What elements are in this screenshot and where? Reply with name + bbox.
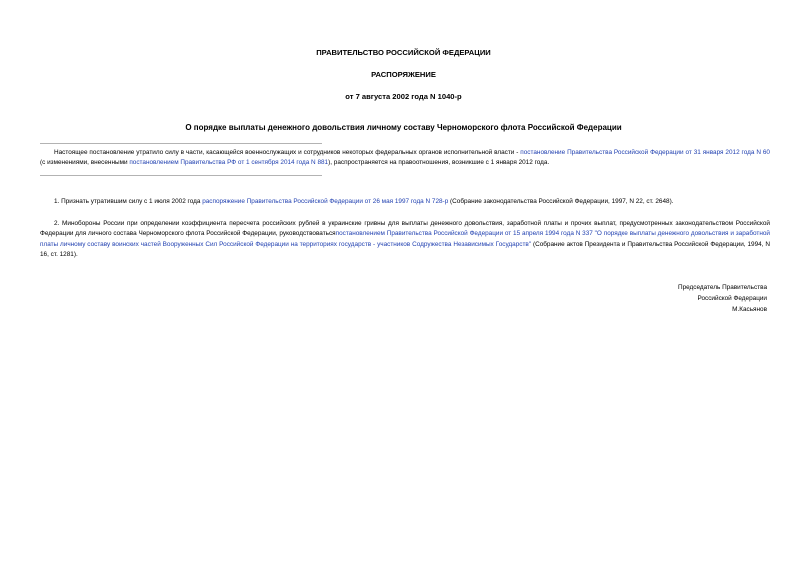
document-type: РАСПОРЯЖЕНИЕ — [371, 70, 436, 79]
paragraph-2-text: (Собрание актов Президента и Правительства Российской Федерации, 1994, N 16, ст. 1281). — [40, 240, 770, 259]
paragraph-1-link-order-728[interactable]: распоряжение Правительства Российской Федерации от 26 мая 1997 года N 728-р — [202, 198, 449, 205]
signature-name: М.Касьянов — [732, 305, 767, 313]
notice-text-part: (с изменениями, внесенными — [40, 159, 130, 167]
paragraph-2-text: 2. Минобороны России при определении коэффициента пересчета российских рублей в украинские гривны для выплаты денежного довольствия, заработной платы и прочих выплат, предусмотренных законодательством Российской Федерации для личного состава Черноморского флота Российской Федерации, руководствоваться — [40, 220, 770, 238]
document-authority: ПРАВИТЕЛЬСТВО РОССИЙСКОЙ ФЕДЕРАЦИИ — [316, 48, 491, 57]
signature-position: Председатель Правительства — [678, 284, 767, 291]
document-subject: О порядке выплаты денежного довольствия личному составу Черноморского флота Российской Федерации — [185, 123, 622, 132]
notice-top-divider — [40, 143, 322, 144]
paragraph-2 — [40, 219, 770, 261]
document-date: от 7 августа 2002 года N 1040-р — [345, 92, 462, 101]
signature-organization: Российской Федерации — [697, 294, 767, 302]
paragraph-1 — [40, 197, 770, 207]
notice-link-decree-60[interactable]: постановление Правительства Российской Федерации от 31 января 2012 года N 60 — [520, 149, 770, 156]
signature-block — [678, 283, 767, 315]
notice-link-decree-881[interactable]: постановлением Правительства РФ от 1 сентября 2014 года N 881 — [129, 159, 329, 167]
paragraph-1-text: (Собрание законодательства Российской Федерации, 1997, N 22, ст. 2648). — [448, 198, 674, 205]
notice-text — [40, 148, 770, 169]
validity-notice — [40, 143, 770, 176]
notice-text-part: Настоящее постановление утратило силу в части, касающейся военнослужащих и сотрудников некоторых федеральных органов исполнительной власти - — [54, 149, 521, 156]
notice-bottom-divider — [40, 175, 322, 176]
notice-text-part: ), распространяется на правоотношения, возникшие с 1 января 2012 года. — [328, 159, 550, 167]
paragraph-1-text: 1. Признать утратившим силу с 1 июля 2002 года — [54, 198, 203, 205]
paragraph-2-link-decree-337[interactable]: постановлением Правительства Российской Федерации от 15 апреля 1994 года N 337 "О порядке выплаты денежного довольствия и заработной платы личному составу воинских частей Вооруженных Сил Российской Федерации на территориях государств - участников Содружества Независимых Государств" — [40, 230, 770, 248]
